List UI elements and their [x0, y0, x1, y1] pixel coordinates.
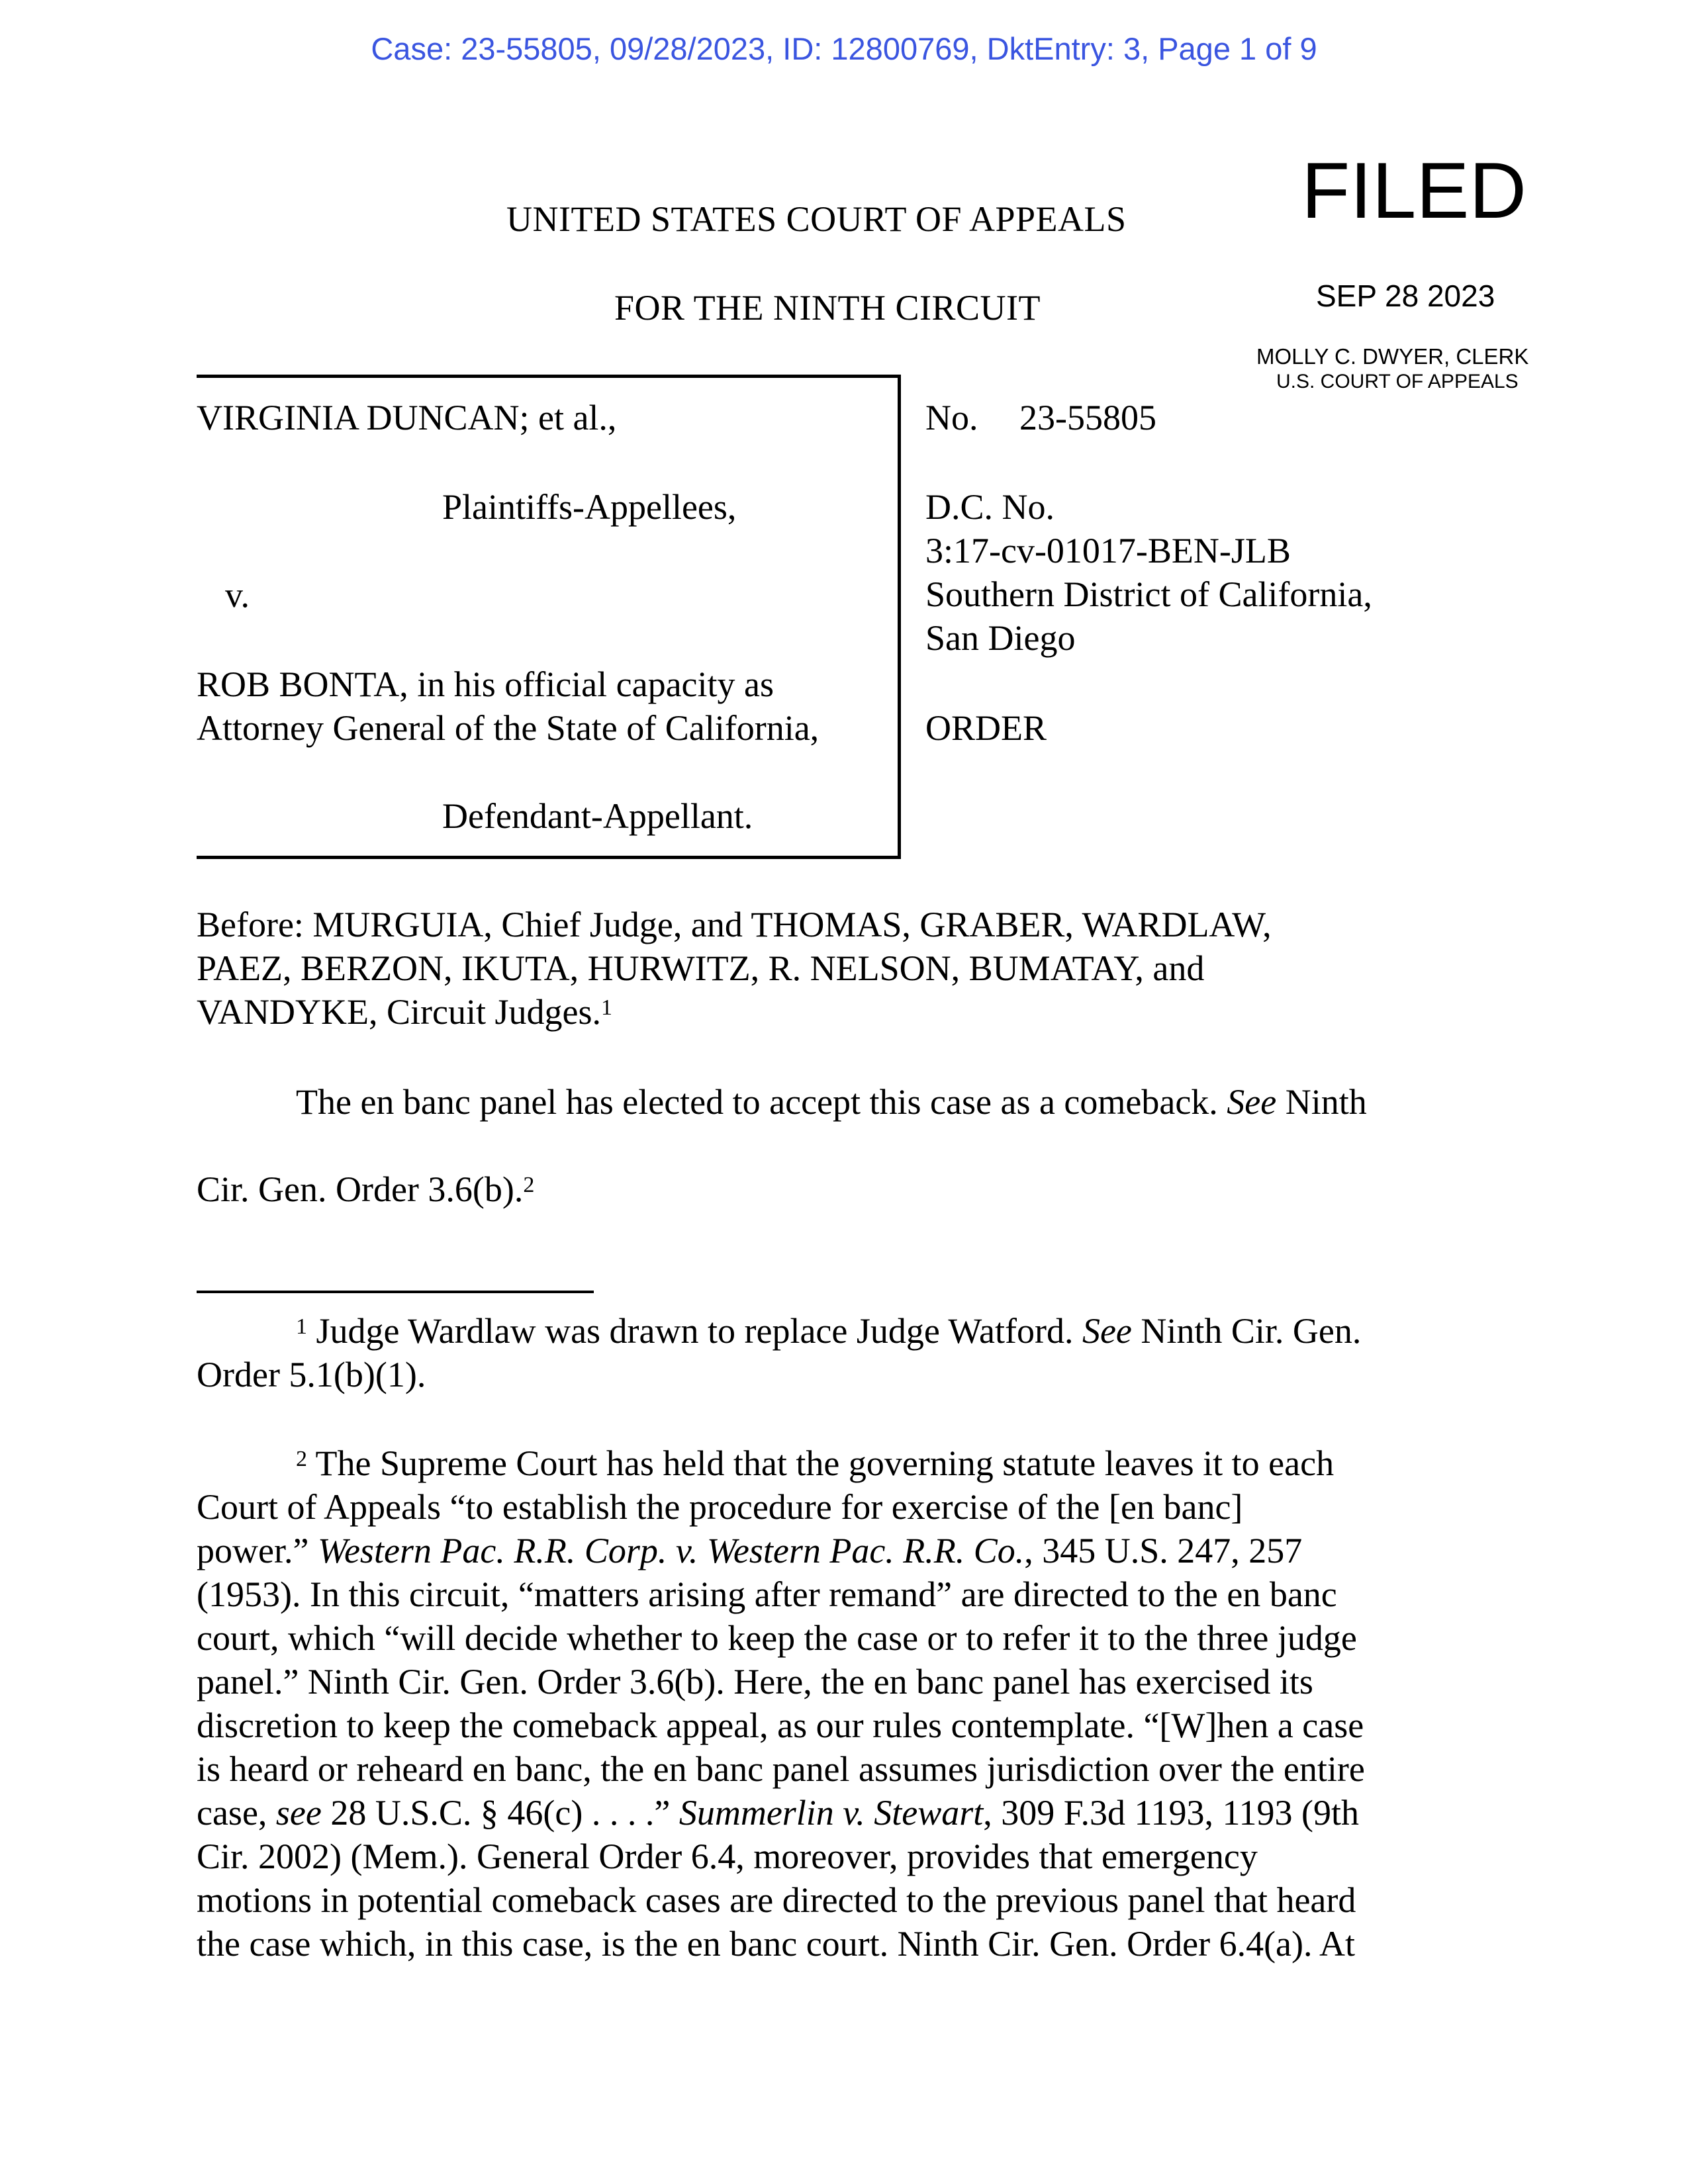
footnote-2-line1 — [197, 1441, 1494, 1485]
footnote-2 — [197, 1441, 1494, 1966]
case-number-label: No. — [925, 398, 978, 437]
district-line1: Southern District of California, — [925, 574, 1372, 614]
panel-before-line1: Before: MURGUIA, Chief Judge, and THOMAS, GRABER, WARDLAW, — [197, 905, 1272, 944]
footnote-1-see: See — [1082, 1311, 1132, 1351]
footnote-2-number: 2 — [296, 1447, 307, 1471]
footnote-2-line7: discretion to keep the comeback appeal, as our rules contemplate. “[W]hen a case — [197, 1706, 1364, 1745]
panel-before — [197, 903, 1494, 1034]
footnote-1-line1 — [197, 1309, 1494, 1353]
caption-defendant-role: Defendant-Appellant. — [442, 796, 753, 836]
caption-defendant-line1: ROB BONTA, in his official capacity as — [197, 664, 774, 704]
footnote-1-text-b: Ninth Cir. Gen. — [1131, 1311, 1362, 1351]
footnote-separator — [197, 1291, 594, 1293]
order-paragraph-line1 — [197, 1080, 1494, 1124]
footnote-2-line9-c: , 309 F.3d 1193, 1193 (9th — [983, 1793, 1359, 1833]
filed-stamp-clerk: MOLLY C. DWYER, CLERK — [1256, 344, 1529, 369]
footnote-2-line3-b: , 345 U.S. 247, 257 — [1024, 1531, 1303, 1570]
panel-before-line3-text: VANDYKE, Circuit Judges. — [197, 992, 601, 1032]
footnote-2-line9 — [197, 1791, 1494, 1835]
filed-stamp-court: U.S. COURT OF APPEALS — [1276, 371, 1519, 392]
footnote-2-line9-b: 28 U.S.C. § 46(c) . . . .” — [321, 1793, 679, 1833]
footnote-ref-2: 2 — [523, 1173, 535, 1197]
case-header-stamp: Case: 23-55805, 09/28/2023, ID: 12800769, DktEntry: 3, Page 1 of 9 — [371, 31, 1317, 66]
order-text-a: The en banc panel has elected to accept this case as a comeback. — [296, 1082, 1227, 1122]
footnote-2-line4: (1953). In this circuit, “matters arising after remand” are directed to the en banc — [197, 1574, 1337, 1614]
footnote-1-text-a: Judge Wardlaw was drawn to replace Judge Watford. — [307, 1311, 1082, 1351]
case-caption-box — [197, 375, 901, 859]
caption-plaintiff: VIRGINIA DUNCAN; et al., — [197, 398, 617, 437]
panel-before-line3 — [197, 990, 1494, 1034]
footnote-2-line2: Court of Appeals “to establish the procedure for exercise of the [en banc] — [197, 1487, 1243, 1527]
caption-versus: v. — [225, 575, 250, 615]
order-paragraph-line2 — [197, 1167, 1494, 1211]
order-text-c: Cir. Gen. Order 3.6(b). — [197, 1169, 524, 1209]
document-type: ORDER — [925, 708, 1047, 748]
caption-plaintiff-role: Plaintiffs-Appellees, — [442, 487, 737, 527]
district-line2: San Diego — [925, 618, 1076, 658]
footnote-2-line9-see: see — [275, 1793, 322, 1833]
footnote-2-case-citation-1: Western Pac. R.R. Corp. v. Western Pac. R.R. Co. — [317, 1531, 1025, 1570]
order-see-signal: See — [1227, 1082, 1277, 1122]
filed-stamp-date: SEP 28 2023 — [1316, 279, 1495, 313]
filed-stamp-label: FILED — [1301, 146, 1527, 235]
case-number: 23-55805 — [1019, 398, 1156, 437]
footnote-1-number: 1 — [296, 1314, 307, 1339]
footnote-2-line3 — [197, 1529, 1494, 1572]
footnote-2-line9-a: case, — [197, 1793, 276, 1833]
court-name: UNITED STATES COURT OF APPEALS — [506, 199, 1127, 239]
order-paragraph — [197, 1080, 1494, 1211]
footnote-2-line1-text: The Supreme Court has held that the governing statute leaves it to each — [307, 1443, 1335, 1483]
footnote-1 — [197, 1309, 1494, 1396]
footnote-2-line8: is heard or reheard en banc, the en banc panel assumes jurisdiction over the entire — [197, 1749, 1365, 1789]
circuit-name: FOR THE NINTH CIRCUIT — [614, 288, 1041, 328]
caption-defendant-line2: Attorney General of the State of California, — [197, 708, 820, 748]
footnote-2-line3-a: power.” — [197, 1531, 318, 1570]
panel-before-line2: PAEZ, BERZON, IKUTA, HURWITZ, R. NELSON, BUMATAY, and — [197, 948, 1205, 988]
footnote-2-case-citation-2: Summerlin v. Stewart — [679, 1793, 984, 1833]
footnote-2-line10: Cir. 2002) (Mem.). General Order 6.4, moreover, provides that emergency — [197, 1837, 1258, 1876]
dc-number: 3:17-cv-01017-BEN-JLB — [925, 531, 1291, 570]
footnote-2-line12: the case which, in this case, is the en banc court. Ninth Cir. Gen. Order 6.4(a). At — [197, 1924, 1356, 1964]
dc-number-label: D.C. No. — [925, 487, 1055, 527]
footnote-ref-1: 1 — [600, 995, 612, 1020]
footnote-2-line11: motions in potential comeback cases are directed to the previous panel that heard — [197, 1880, 1356, 1920]
order-text-b: Ninth — [1276, 1082, 1367, 1122]
footnote-2-line6: panel.” Ninth Cir. Gen. Order 3.6(b). Here, the en banc panel has exercised its — [197, 1662, 1313, 1702]
footnote-1-line2: Order 5.1(b)(1). — [197, 1355, 426, 1394]
footnote-2-line5: court, which “will decide whether to keep the case or to refer it to the three judge — [197, 1618, 1357, 1658]
